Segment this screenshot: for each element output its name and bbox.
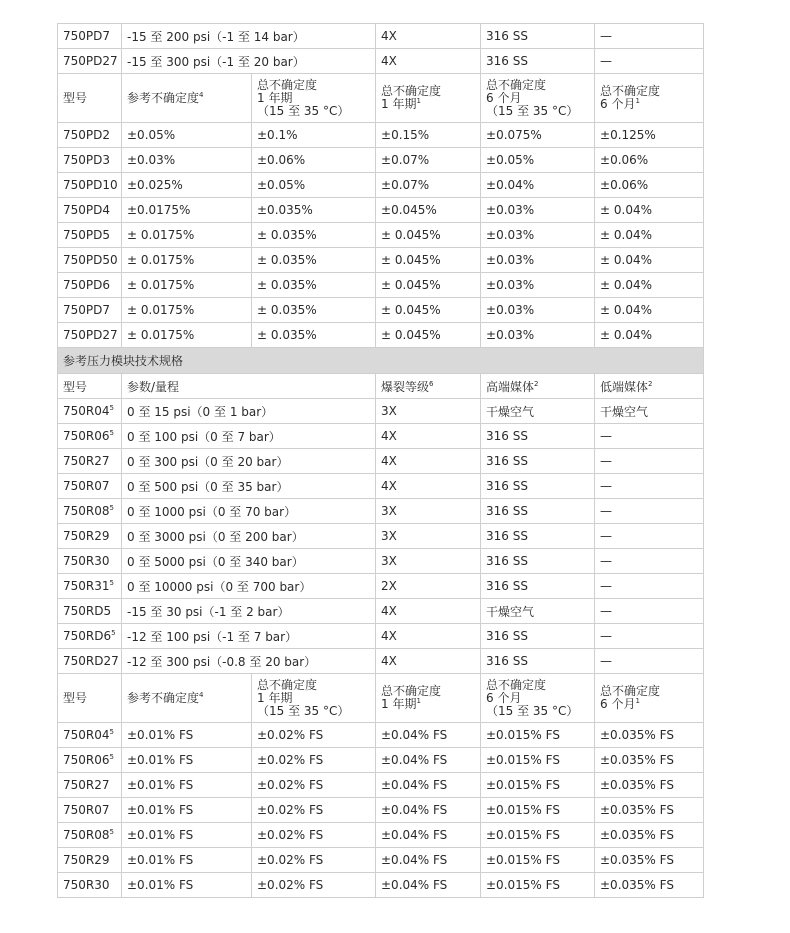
total-1y-temp-cell: ±0.02% FS xyxy=(252,848,376,873)
ref-uncertainty-cell: ± 0.0175% xyxy=(122,223,252,248)
table-row xyxy=(58,823,704,848)
high-media-cell: 316 SS xyxy=(481,474,595,499)
total-6m-cell: ± 0.04% xyxy=(595,248,704,273)
table-row xyxy=(58,323,704,348)
burst-cell: 2X xyxy=(376,574,481,599)
total-6m-temp-cell: ±0.015% FS xyxy=(481,873,595,898)
total-6m-cell: ± 0.04% xyxy=(595,223,704,248)
low-media-cell: — xyxy=(595,424,704,449)
header-high-media: 高端媒体$^2$ xyxy=(481,374,595,399)
high-media-cell: 干燥空气 xyxy=(481,599,595,624)
ref-uncertainty-cell: ±0.0175% xyxy=(122,198,252,223)
low-media-cell: — xyxy=(595,524,704,549)
total-6m-cell: ±0.035% FS xyxy=(595,873,704,898)
total-1y-cell: ±0.04% FS xyxy=(376,873,481,898)
total-6m-cell: ±0.035% FS xyxy=(595,773,704,798)
ref-uncertainty-cell: ±0.01% FS xyxy=(122,823,252,848)
high-media-cell: 316 SS xyxy=(481,449,595,474)
total-6m-cell: ±0.06% xyxy=(595,173,704,198)
model-cell: 750R07 xyxy=(58,798,122,823)
model-cell: 750PD3 xyxy=(58,148,122,173)
table-row xyxy=(58,24,704,49)
burst-cell: 4X xyxy=(376,649,481,674)
range-cell: 0 至 3000 psi（0 至 200 bar） xyxy=(122,524,376,549)
model-cell: 750R27 xyxy=(58,449,122,474)
high-media-cell: 316 SS xyxy=(481,424,595,449)
total-1y-temp-cell: ±0.035% xyxy=(252,198,376,223)
header-ref-uncertainty: 参考不确定度$^4$ xyxy=(122,674,252,723)
ref-uncertainty-cell: ± 0.0175% xyxy=(122,273,252,298)
burst-cell: 4X xyxy=(376,424,481,449)
total-6m-temp-cell: ±0.015% FS xyxy=(481,823,595,848)
total-6m-temp-cell: ±0.015% FS xyxy=(481,723,595,748)
ref-uncertainty-cell: ±0.01% FS xyxy=(122,798,252,823)
total-6m-cell: ±0.035% FS xyxy=(595,848,704,873)
total-6m-temp-cell: ±0.015% FS xyxy=(481,748,595,773)
total-6m-temp-cell: ±0.03% xyxy=(481,298,595,323)
table-row xyxy=(58,649,704,674)
model-cell: $750R06^5$ xyxy=(58,424,122,449)
high-media-cell: 316 SS xyxy=(481,549,595,574)
header-low-media: 低端媒体$^2$ xyxy=(595,374,704,399)
total-1y-temp-cell: ± 0.035% xyxy=(252,248,376,273)
high-media-cell: 316 SS xyxy=(481,49,595,74)
spec-table-2 xyxy=(57,348,704,898)
table-row xyxy=(58,449,704,474)
total-6m-cell: ± 0.04% xyxy=(595,298,704,323)
table-row xyxy=(58,298,704,323)
total-1y-cell: ± 0.045% xyxy=(376,298,481,323)
model-cell: 750RD27 xyxy=(58,649,122,674)
model-cell: 750PD10 xyxy=(58,173,122,198)
burst-cell: 4X xyxy=(376,49,481,74)
table-row xyxy=(58,773,704,798)
table-row xyxy=(58,848,704,873)
total-1y-cell: ±0.15% xyxy=(376,123,481,148)
total-1y-cell: ±0.07% xyxy=(376,173,481,198)
total-1y-cell: ±0.04% FS xyxy=(376,823,481,848)
low-media-cell: 干燥空气 xyxy=(595,399,704,424)
ref-uncertainty-cell: ± 0.0175% xyxy=(122,298,252,323)
ref-uncertainty-cell: ±0.01% FS xyxy=(122,848,252,873)
total-1y-temp-cell: ±0.02% FS xyxy=(252,873,376,898)
total-6m-cell: ±0.035% FS xyxy=(595,723,704,748)
total-6m-temp-cell: ±0.015% FS xyxy=(481,773,595,798)
table-row xyxy=(58,524,704,549)
table-row xyxy=(58,798,704,823)
total-6m-temp-cell: ±0.015% FS xyxy=(481,848,595,873)
section-title-row xyxy=(58,348,704,374)
total-1y-temp-cell: ±0.02% FS xyxy=(252,798,376,823)
low-media-cell: — xyxy=(595,549,704,574)
table-row xyxy=(58,748,704,773)
header-model: 型号 xyxy=(58,674,122,723)
table-row xyxy=(58,599,704,624)
table-row xyxy=(58,424,704,449)
model-cell: 750PD7 xyxy=(58,298,122,323)
model-cell: 750PD2 xyxy=(58,123,122,148)
pd-uncertainty-rows xyxy=(58,123,704,348)
uncertainty-header-row xyxy=(58,74,704,123)
range-cell: -15 至 300 psi（-1 至 20 bar） xyxy=(122,49,376,74)
total-1y-cell: ±0.04% FS xyxy=(376,798,481,823)
table-row xyxy=(58,574,704,599)
model-cell: $750R04^5$ xyxy=(58,399,122,424)
table-row xyxy=(58,223,704,248)
table-row xyxy=(58,123,704,148)
total-1y-temp-cell: ±0.02% FS xyxy=(252,723,376,748)
burst-cell: 4X xyxy=(376,449,481,474)
ref-uncertainty-cell: ±0.05% xyxy=(122,123,252,148)
model-cell: 750PD7 xyxy=(58,24,122,49)
model-cell: $750R06^5$ xyxy=(58,748,122,773)
uncertainty-header-row xyxy=(58,674,704,723)
total-1y-temp-cell: ±0.02% FS xyxy=(252,773,376,798)
burst-cell: 4X xyxy=(376,624,481,649)
table-row xyxy=(58,248,704,273)
model-cell: $750R31^5$ xyxy=(58,574,122,599)
total-6m-temp-cell: ±0.03% xyxy=(481,248,595,273)
range-cell: -15 至 200 psi（-1 至 14 bar） xyxy=(122,24,376,49)
total-1y-temp-cell: ±0.05% xyxy=(252,173,376,198)
range-cell: 0 至 10000 psi（0 至 700 bar） xyxy=(122,574,376,599)
total-6m-cell: ± 0.04% xyxy=(595,323,704,348)
range-cell: -12 至 100 psi（-1 至 7 bar） xyxy=(122,624,376,649)
total-1y-cell: ±0.04% FS xyxy=(376,848,481,873)
total-1y-cell: ± 0.045% xyxy=(376,323,481,348)
header-total-6m: 总不确定度 6 个月$^1$ xyxy=(595,74,704,123)
header-total-6m-temp: 总不确定度 6 个月 （15 至 35 °C） xyxy=(481,74,595,123)
range-cell: -12 至 300 psi（-0.8 至 20 bar） xyxy=(122,649,376,674)
header-ref-uncertainty: 参考不确定度$^4$ xyxy=(122,74,252,123)
header-total-1y-temp: 总不确定度 1 年期 （15 至 35 °C） xyxy=(252,674,376,723)
header-burst: 爆裂等级$^6$ xyxy=(376,374,481,399)
ref-uncertainty-cell: ±0.01% FS xyxy=(122,773,252,798)
header-total-6m-temp: 总不确定度 6 个月 （15 至 35 °C） xyxy=(481,674,595,723)
total-6m-temp-cell: ±0.075% xyxy=(481,123,595,148)
table-row xyxy=(58,173,704,198)
total-6m-cell: ±0.035% FS xyxy=(595,748,704,773)
low-media-cell: — xyxy=(595,49,704,74)
burst-cell: 4X xyxy=(376,474,481,499)
model-cell: 750R30 xyxy=(58,549,122,574)
range-cell: 0 至 500 psi（0 至 35 bar） xyxy=(122,474,376,499)
total-1y-temp-cell: ± 0.035% xyxy=(252,298,376,323)
table-row xyxy=(58,273,704,298)
ref-uncertainty-cell: ±0.025% xyxy=(122,173,252,198)
low-media-cell: — xyxy=(595,474,704,499)
total-1y-temp-cell: ±0.06% xyxy=(252,148,376,173)
model-cell: 750PD50 xyxy=(58,248,122,273)
total-1y-cell: ±0.04% FS xyxy=(376,773,481,798)
total-1y-cell: ±0.04% FS xyxy=(376,748,481,773)
range-cell: 0 至 15 psi（0 至 1 bar） xyxy=(122,399,376,424)
table-row xyxy=(58,624,704,649)
high-media-cell: 干燥空气 xyxy=(481,399,595,424)
model-cell: 750RD5 xyxy=(58,599,122,624)
total-1y-cell: ±0.07% xyxy=(376,148,481,173)
model-cell: 750R27 xyxy=(58,773,122,798)
total-6m-temp-cell: ±0.03% xyxy=(481,273,595,298)
range-cell: 0 至 5000 psi（0 至 340 bar） xyxy=(122,549,376,574)
high-media-cell: 316 SS xyxy=(481,624,595,649)
range-cell: -15 至 30 psi（-1 至 2 bar） xyxy=(122,599,376,624)
low-media-cell: — xyxy=(595,624,704,649)
model-cell: 750PD27 xyxy=(58,323,122,348)
total-1y-temp-cell: ±0.1% xyxy=(252,123,376,148)
burst-cell: 4X xyxy=(376,24,481,49)
total-1y-cell: ± 0.045% xyxy=(376,248,481,273)
table-row xyxy=(58,49,704,74)
table-row xyxy=(58,474,704,499)
low-media-cell: — xyxy=(595,449,704,474)
total-1y-temp-cell: ± 0.035% xyxy=(252,223,376,248)
high-media-cell: 316 SS xyxy=(481,649,595,674)
table-row xyxy=(58,198,704,223)
high-media-cell: 316 SS xyxy=(481,524,595,549)
table-row xyxy=(58,549,704,574)
spec-header-row xyxy=(58,374,704,399)
total-6m-cell: ± 0.04% xyxy=(595,273,704,298)
range-cell: 0 至 300 psi（0 至 20 bar） xyxy=(122,449,376,474)
ref-uncertainty-cell: ±0.01% FS xyxy=(122,873,252,898)
low-media-cell: — xyxy=(595,574,704,599)
range-cell: 0 至 100 psi（0 至 7 bar） xyxy=(122,424,376,449)
model-cell: 750PD5 xyxy=(58,223,122,248)
high-media-cell: 316 SS xyxy=(481,499,595,524)
ref-uncertainty-cell: ±0.03% xyxy=(122,148,252,173)
low-media-cell: — xyxy=(595,499,704,524)
ref-uncertainty-cell: ±0.01% FS xyxy=(122,723,252,748)
total-1y-cell: ±0.045% xyxy=(376,198,481,223)
total-6m-temp-cell: ±0.03% xyxy=(481,323,595,348)
burst-cell: 4X xyxy=(376,599,481,624)
header-total-1y: 总不确定度 1 年期$^1$ xyxy=(376,74,481,123)
header-range: 参数/量程 xyxy=(122,374,376,399)
burst-cell: 3X xyxy=(376,524,481,549)
total-1y-cell: ±0.04% FS xyxy=(376,723,481,748)
ref-uncertainty-cell: ±0.01% FS xyxy=(122,748,252,773)
model-cell: 750PD6 xyxy=(58,273,122,298)
spec-table-body xyxy=(58,24,704,123)
r-spec-rows xyxy=(58,399,704,674)
model-cell: $750R04^5$ xyxy=(58,723,122,748)
total-6m-cell: ±0.125% xyxy=(595,123,704,148)
total-6m-cell: ±0.035% FS xyxy=(595,823,704,848)
model-cell: $750R08^5$ xyxy=(58,499,122,524)
low-media-cell: — xyxy=(595,649,704,674)
header-total-1y: 总不确定度 1 年期$^1$ xyxy=(376,674,481,723)
table-row xyxy=(58,499,704,524)
ref-uncertainty-cell: ± 0.0175% xyxy=(122,248,252,273)
model-cell: 750R29 xyxy=(58,524,122,549)
total-6m-temp-cell: ±0.015% FS xyxy=(481,798,595,823)
burst-cell: 3X xyxy=(376,499,481,524)
model-cell: 750PD4 xyxy=(58,198,122,223)
low-media-cell: — xyxy=(595,24,704,49)
ref-uncertainty-cell: ± 0.0175% xyxy=(122,323,252,348)
total-6m-cell: ±0.06% xyxy=(595,148,704,173)
header-model: 型号 xyxy=(58,374,122,399)
total-6m-temp-cell: ±0.03% xyxy=(481,223,595,248)
model-cell: 750PD27 xyxy=(58,49,122,74)
burst-cell: 3X xyxy=(376,549,481,574)
total-1y-cell: ± 0.045% xyxy=(376,273,481,298)
spec-sheet xyxy=(57,23,703,898)
model-cell: $750R08^5$ xyxy=(58,823,122,848)
model-cell: 750R29 xyxy=(58,848,122,873)
total-1y-cell: ± 0.045% xyxy=(376,223,481,248)
header-total-1y-temp: 总不确定度 1 年期 （15 至 35 °C） xyxy=(252,74,376,123)
header-total-6m: 总不确定度 6 个月$^1$ xyxy=(595,674,704,723)
total-1y-temp-cell: ± 0.035% xyxy=(252,273,376,298)
low-media-cell: — xyxy=(595,599,704,624)
table-row xyxy=(58,723,704,748)
total-6m-temp-cell: ±0.04% xyxy=(481,173,595,198)
table-row xyxy=(58,148,704,173)
total-1y-temp-cell: ± 0.035% xyxy=(252,323,376,348)
range-cell: 0 至 1000 psi（0 至 70 bar） xyxy=(122,499,376,524)
high-media-cell: 316 SS xyxy=(481,574,595,599)
burst-cell: 3X xyxy=(376,399,481,424)
table-row xyxy=(58,873,704,898)
model-cell: 750R07 xyxy=(58,474,122,499)
total-1y-temp-cell: ±0.02% FS xyxy=(252,823,376,848)
model-cell: 750R30 xyxy=(58,873,122,898)
spec-table xyxy=(57,23,704,348)
total-1y-temp-cell: ±0.02% FS xyxy=(252,748,376,773)
high-media-cell: 316 SS xyxy=(481,24,595,49)
r-uncertainty-rows xyxy=(58,723,704,898)
total-6m-temp-cell: ±0.03% xyxy=(481,198,595,223)
model-cell: $750RD6^5$ xyxy=(58,624,122,649)
total-6m-cell: ± 0.04% xyxy=(595,198,704,223)
total-6m-cell: ±0.035% FS xyxy=(595,798,704,823)
table-row xyxy=(58,399,704,424)
total-6m-temp-cell: ±0.05% xyxy=(481,148,595,173)
section-title: 参考压力模块技术规格 xyxy=(58,348,704,374)
header-model: 型号 xyxy=(58,74,122,123)
